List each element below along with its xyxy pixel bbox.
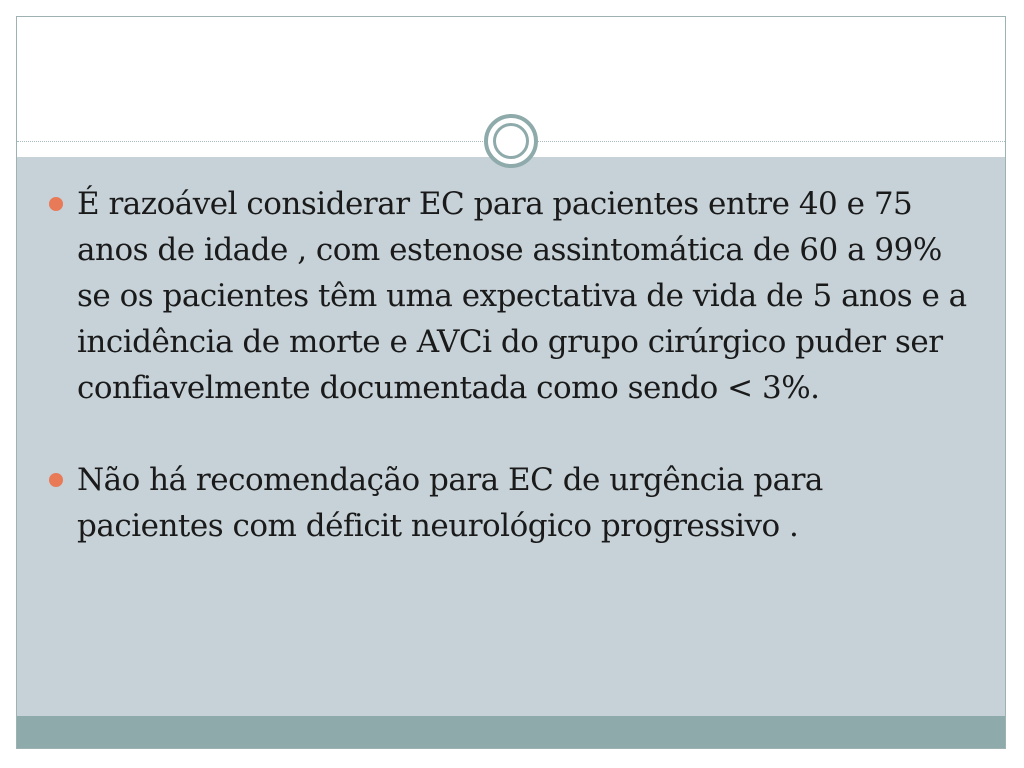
bullet-item (47, 457, 977, 549)
bullet-dot-icon (49, 473, 63, 487)
slide-footer-band (17, 716, 1005, 749)
bullet-list (47, 181, 977, 595)
bullet-dot-icon (49, 197, 63, 211)
slide-frame (16, 16, 1006, 749)
ring-ornament-icon (484, 114, 538, 168)
bullet-item (47, 181, 977, 411)
bullet-text: É razoável considerar EC para pacientes entre 40 e 75 anos de idade , com estenose assintomática de 60 a 99% se os pacientes têm uma expectativa de vida de 5 anos e a incidência de morte e AVCi do grupo cirúrgico puder ser confiavelmente documentada como sendo < 3%. (77, 186, 967, 406)
bullet-text: Não há recomendação para EC de urgência para pacientes com déficit neurológico progressivo . (77, 462, 823, 544)
